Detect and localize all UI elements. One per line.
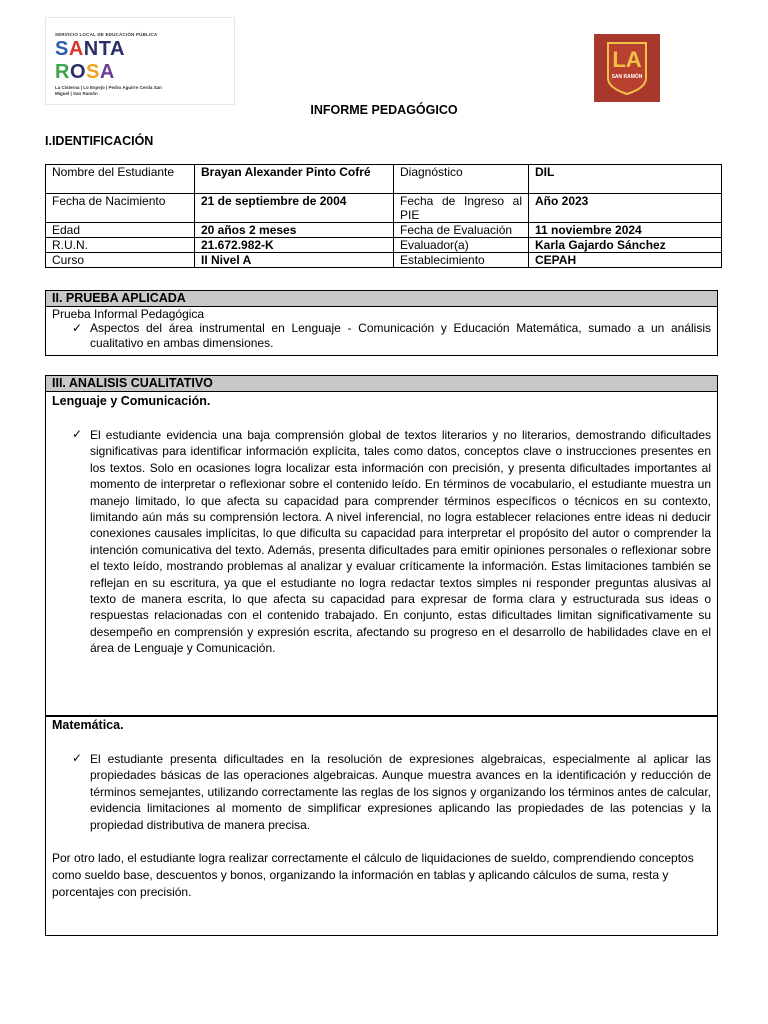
prueba-aplicada-section [45,290,718,356]
logo-line-2: ROSA [55,61,115,83]
label-cell: Diagnóstico [394,165,529,194]
lenguaje-text: El estudiante evidencia una baja comprensión global de textos literarios y no literarios, demostrando dificultades significativas para identificar información explícita, tales como datos, conceptos clave o instrucciones presentes en los textos. Solo en ocasiones logra localizar esta información con precisión, y presenta dificultades importantes al momento de interpretar o reflexionar sobre el contenido leído. En términos de vocabulario, el estudiante muestra un manejo limitado, lo que afecta su capacidad para comprender términos específicos o técnicos en su contexto, limitando aún más su comprensión lectora. A nivel inferencial, no logra establecer relaciones entre ideas ni deducir conexiones causales implícitas, lo que dificulta su capacidad para interpretar el propósito del autor o comprender la intención comunicativa del texto. Además, presenta dificultades para emitir opiniones personales o reflexionar sobre el texto leído, mostrando problemas al analizar y evaluar críticamente la información. Estas limitaciones también se reflejan en su escritura, ya que el estudiante no logra redactar textos simples ni responder preguntas alusivas al texto de manera escrita, lo que afecta su capacidad para expresar de forma clara y estructurada sus ideas o respuestas relacionadas con el contenido trabajado. En conjunto, estas dificultades limitan significativamente su desempeño en comprensión y expresión escrita, afectando su progreso en el desarrollo de habilidades clave en el área de Lenguaje y Comunicación. [90,428,711,656]
table-row [46,238,722,253]
prueba-subtitle: Prueba Informal Pedagógica [52,307,205,321]
matematica-text: El estudiante presenta dificultades en la resolución de expresiones algebraicas, especialmente al aplicar las propiedades básicas de las operaciones algebraicas. Aunque muestra avances en la identificación y reducción de términos semejantes, utilizando correctamente las reglas de los signos y organizando los términos antes de calcular, evidencia limitaciones al momento de simplificar expresiones aplicando las propiedades de las potencias y la propiedad distributiva de manera precisa. [90,752,711,832]
prueba-heading: II. PRUEBA APLICADA [46,291,717,307]
crest-subtitle: SAN RAMÓN [611,74,643,80]
label-cell: Fecha de Nacimiento [46,194,195,223]
check-icon: ✓ [71,751,82,765]
label-cell: Establecimiento [394,253,529,268]
identification-table [45,164,722,268]
value-cell: DIL [529,165,722,194]
table-row [46,223,722,238]
logo-service-text: SERVICIO LOCAL DE EDUCACIÓN PÚBLICA [55,32,158,37]
value-cell: Año 2023 [529,194,722,223]
list-item [46,321,717,351]
crest-letters: LA [612,47,642,72]
list-item [46,751,717,833]
list-item [46,427,717,657]
table-row [46,194,722,223]
lenguaje-title: Lenguaje y Comunicación. [52,394,211,408]
value-cell: 21 de septiembre de 2004 [195,194,394,223]
analisis-heading: III. ANALISIS CUALITATIVO [46,376,717,392]
document-title: INFORME PEDAGÓGICO [310,103,458,117]
table-row [46,165,722,194]
analisis-cualitativo-section [45,375,718,717]
label-cell: Curso [46,253,195,268]
label-cell: Edad [46,223,195,238]
value-cell: II Nivel A [195,253,394,268]
logo-line-1: SANTA [55,38,125,60]
matematica-extra-text: Por otro lado, el estudiante logra realizar correctamente el cálculo de liquidaciones de sueldo, comprendiendo conceptos como sueldo base, descuentos y bonos, organizando la información en tablas y aplicando cálculos de suma, resta y porcentajes con precisión. [52,851,694,900]
check-icon: ✓ [71,321,82,335]
matematica-section [45,715,718,936]
check-icon: ✓ [71,427,82,441]
identification-heading: I.IDENTIFICACIÓN [45,134,154,148]
label-cell: Nombre del Estudiante [46,165,195,194]
prueba-item-text: Aspectos del área instrumental en Lenguaje - Comunicación y Educación Matemática, sumado a un análisis cualitativo en ambas dimensiones. [90,321,711,350]
value-cell: 20 años 2 meses [195,223,394,238]
santa-rosa-logo [45,17,235,105]
value-cell: 11 noviembre 2024 [529,223,722,238]
label-cell: R.U.N. [46,238,195,253]
label-cell: Fecha de Evaluación [394,223,529,238]
school-crest-logo [594,34,660,102]
label-cell: Fecha de Ingreso al PIE [394,194,529,223]
matematica-title: Matemática. [52,718,124,732]
label-cell: Evaluador(a) [394,238,529,253]
value-cell: Karla Gajardo Sánchez [529,238,722,253]
table-row [46,253,722,268]
value-cell: CEPAH [529,253,722,268]
value-cell: 21.672.982-K [195,238,394,253]
logo-comunas-text: La Cisterna | Lo Espejo | Pedro Aguirre Cerda San Miguel | San Ramón [55,85,162,96]
value-cell: Brayan Alexander Pinto Cofré [195,165,394,194]
